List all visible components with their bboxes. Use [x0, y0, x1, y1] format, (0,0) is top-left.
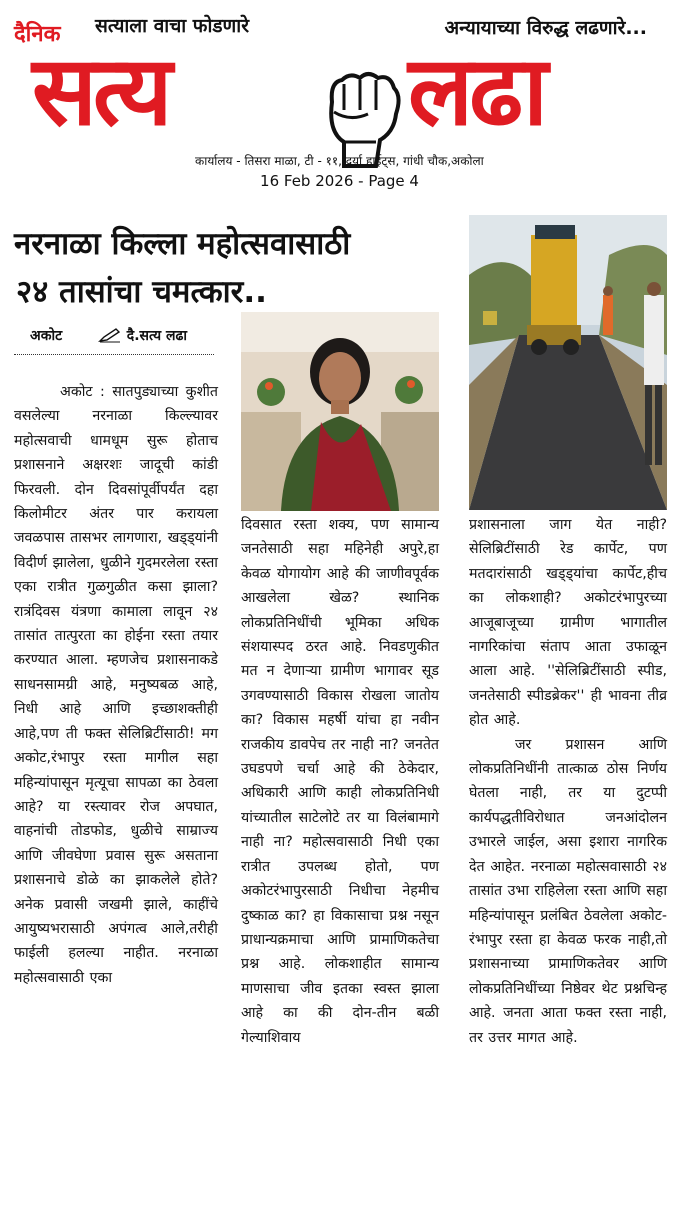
logo-word-right: लढा — [408, 35, 544, 147]
masthead-tagline-right: अन्यायाच्या विरुद्ध लढणारे... — [444, 17, 647, 39]
masthead — [0, 0, 679, 200]
masthead-address: कार्यालय - तिसरा माळा, टी - ११, दर्या हाईट्स, गांधी चौक,अकोला — [195, 154, 484, 168]
article-photo-road-work — [469, 215, 667, 510]
article-column-2 — [241, 513, 439, 1050]
edition-date-page: 16 Feb 2026 - Page 4 — [260, 172, 419, 190]
masthead-tagline-left: सत्याला वाचा फोडणारे — [95, 15, 249, 37]
logo-word-left: सत्य — [32, 35, 169, 147]
headline-line-1: नरनाळा किल्ला महोत्सवासाठी — [14, 226, 351, 262]
byline-divider — [14, 354, 214, 355]
article-photo-portrait — [241, 312, 439, 511]
masthead-daily-label: दैनिक — [14, 22, 61, 47]
article-col1-text: अकोट : सातपुड्याच्या कुशीत वसलेल्या नरनाळा किल्ल्यावर महोत्सवाची धामधूम सुरू होताच प्रशासनाने अक्षरशः जादूची कांडी फिरवली. दोन दिवसांपूर्वीपर्यंत दहा किलोमीटर अंतर पार करायला जवळपास तासभर लागणारा, खड्ड्यांनी विदीर्ण झालेला, धुळीने गुदमरलेला रस्ता एका रात्रीत गुळगुळीत कसा झाला? रात्रंदिवस यंत्रणा कामाला लावून २४ तासांत तात्पुरता का होईना रस्ता तयार करण्यात आला. म्हणजेच प्रशासनाकडे साधनसामग्री आहे, मनुष्यबळ आहे, निधी आहे आणि इच्छाशक्तीही आहे,पण ती फक्त सेलिब्रिटींसाठी! मग अकोट,रंभापुर रस्ता मागील सहा महिन्यांपासून मृत्यूचा सापळा का ठेवला आहे? या रस्त्यावर रोज अपघात, वाहनांची तोडफोड, धुळीचे साम्राज्य आणि जीवघेणा प्रवास सुरू असताना प्रशासनाचे डोळे का झाकलेले होते? अनेक प्रवासी जखमी झाले, काहींचे आयुष्यभरासाठी अपंगत्व आले,तरीही फाईली हलल्या नाहीत. नरनाळा महोत्सवासाठी एका — [14, 384, 218, 986]
article-col3-paragraph-2: जर प्रशासन आणि लोकप्रतिनिधींनी तात्काळ ठोस निर्णय घेतला नाही, तर या दुटप्पी कार्यपद्धतीविरोधात जनआंदोलन उभारले जाईल, असा इशारा नागरिक देत आहेत. नरनाळा महोत्सवासाठी २४ तासांत उभा राहिलेला रस्ता आणि सहा महिन्यांपासून प्रलंबित ठेवलेला अकोट-रंभापुर रस्ता हा केवळ फरक नाही,तो प्रशासनाच्या प्रामाणिकतेवर आणि लोकप्रतिनिधींच्या निष्ठेवर थेट प्रश्नचिन्ह आहे. जनता आता फक्त रस्ता नाही, तर उत्तर मागत आहे. — [469, 736, 667, 1046]
byline — [30, 326, 187, 345]
headline-line-2: २४ तासांचा चमत्कार.. — [16, 274, 267, 310]
article-column-1 — [14, 380, 218, 990]
byline-source: दै.सत्य लढा — [126, 328, 188, 344]
article-headline — [14, 220, 444, 316]
article-col2-text: दिवसात रस्ता शक्य, पण सामान्य जनतेसाठी सहा महिनेही अपुरे,हा केवळ योगायोग आहे की जाणीवपूर्वक आखलेला खेळ? स्थानिक लोकप्रतिनिधींची भूमिका अधिक संशयास्पद ठरत आहे. निवडणुकीत मत न देणाऱ्या ग्रामीण भागावर सूड उगवण्यासाठी विकास रोखला जातोय का? विकास महर्षी यांचा हा नवीन राजकीय डावपेच तर नाही ना? जनतेत उघडपणे चर्चा आहे की ठेकेदार, अधिकारी आणि काही लोकप्रतिनिधी यांच्यातील साटेलोटे तर या विलंबामागे नाही ना? महोत्सवासाठी निधी एका रात्रीत उपलब्ध होतो, पण अकोटरंभापुरसाठी निधीचा नेहमीच दुष्काळ का? हा विकासाचा प्रश्न नसून प्राधान्यक्रमाचा आणि प्रामाणिकतेचा प्रश्न आहे. लोकशाहीत सामान्य माणसाचा जीव इतका स्वस्त झाला आहे का की दोन-तीन बळी गेल्याशिवाय — [241, 517, 439, 1046]
article-column-3 — [469, 513, 667, 1050]
newspaper-logo — [18, 36, 668, 146]
article-col3-paragraph-1: प्रशासनाला जाग येत नाही? सेलिब्रिटींसाठी रेड कार्पेट, पण मतदारांसाठी खड्ड्यांचा कार्पेट,हीच का लोकशाही? अकोटरंभापुरच्या आजूबाजूच्या ग्रामीण भागातील नागरिकांचा संताप आता उफाळून आला आहे. ''सेलिब्रिटींसाठी स्पीड, जनतेसाठी स्पीडब्रेकर'' ही भावना तीव्र होत आहे. — [469, 517, 667, 729]
pen-icon — [98, 327, 122, 343]
byline-place: अकोट — [30, 328, 63, 344]
